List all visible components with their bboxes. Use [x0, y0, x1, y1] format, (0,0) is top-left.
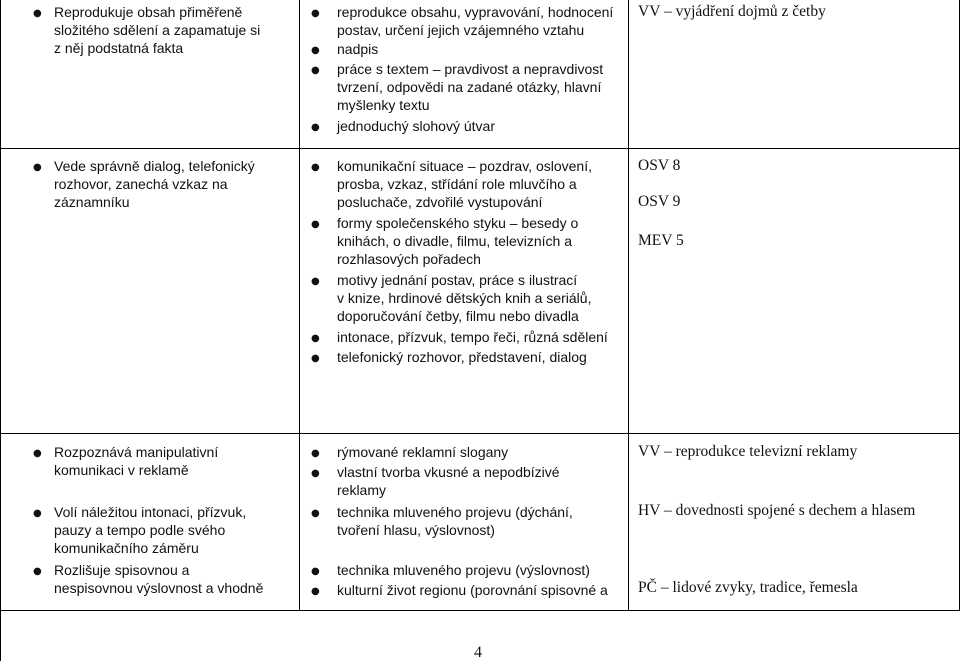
topic-line: v knize, hrdinové dětských knih a seriálů,: [337, 290, 592, 306]
topic-line: myšlenky textu: [337, 97, 430, 113]
topic-line: nadpis: [337, 41, 379, 57]
note-line: MEV 5: [638, 232, 684, 249]
topic-line: knihách, o divadle, filmu, televizních a: [337, 233, 573, 249]
bullet: ●: [311, 586, 320, 597]
outcome-line: komunikaci v reklamě: [54, 462, 189, 478]
bullet: ●: [33, 162, 42, 173]
outcome-line: Reprodukuje obsah přiměřeně: [54, 4, 243, 20]
bullet: ●: [33, 448, 42, 459]
grid-line-row2: [0, 433, 960, 434]
topic-line: reklamy: [337, 482, 387, 498]
topic-line: prosba, vzkaz, střídání role mluvčího a: [337, 176, 577, 192]
bullet: ●: [311, 45, 320, 56]
topic-line: rozhlasových pořadech: [337, 251, 481, 267]
topic-line: postav, určení jejich vzájemného vztahu: [337, 22, 585, 38]
note-line: OSV 8: [638, 157, 681, 174]
topic-line: komunikační situace – pozdrav, oslovení,: [337, 158, 592, 174]
bullet: ●: [311, 219, 320, 230]
topic-line: práce s textem – pravdivost a nepravdivost: [337, 61, 604, 77]
outcome-line: Volí náležitou intonaci, přízvuk,: [54, 504, 247, 520]
topic-line: formy společenského styku – besedy o: [337, 215, 579, 231]
bullet: ●: [311, 353, 320, 364]
topic-line: posluchače, zdvořilé vystupování: [337, 194, 543, 210]
topic-line: intonace, přízvuk, tempo řeči, různá sdělení: [337, 329, 608, 345]
bullet: ●: [311, 508, 320, 519]
page-number: 4: [474, 644, 482, 661]
outcome-line: Rozlišuje spisovnou a: [54, 562, 190, 578]
bullet: ●: [311, 276, 320, 287]
bullet: ●: [311, 448, 320, 459]
grid-line-row1: [0, 148, 960, 149]
bullet: ●: [33, 566, 42, 577]
bullet: ●: [311, 65, 320, 76]
note-line: PČ – lidové zvyky, tradice, řemesla: [638, 579, 858, 596]
topic-line: technika mluveného projevu (výslovnost): [337, 562, 590, 578]
topic-line: technika mluveného projevu (dýchání,: [337, 504, 573, 520]
note-line: OSV 9: [638, 193, 681, 210]
outcome-line: komunikačního záměru: [54, 540, 199, 556]
grid-line-col1: [299, 0, 300, 611]
topic-line: doporučování četby, filmu nebo divadla: [337, 308, 579, 324]
topic-line: tvoření hlasu, výslovnost): [337, 522, 495, 538]
bullet: ●: [33, 508, 42, 519]
topic-line: reprodukce obsahu, vypravování, hodnocení: [337, 4, 614, 20]
note-line: VV – vyjádření dojmů z četby: [638, 3, 826, 20]
grid-line-bottom: [0, 610, 960, 611]
bullet: ●: [311, 162, 320, 173]
outcome-line: složitého sdělení a zapamatuje si: [54, 22, 261, 38]
topic-line: jednoduchý slohový útvar: [337, 118, 495, 134]
topic-line: tvrzení, odpovědi na zadané otázky, hlavní: [337, 79, 602, 95]
outcome-line: Rozpoznává manipulativní: [54, 444, 219, 460]
outcome-line: Vede správně dialog, telefonický: [54, 158, 255, 174]
outcome-line: pauzy a tempo podle svého: [54, 522, 226, 538]
topic-line: motivy jednání postav, práce s ilustrací: [337, 272, 578, 288]
grid-line-left: [0, 0, 1, 661]
bullet: ●: [33, 8, 42, 19]
outcome-line: nespisovnou výslovnost a vhodně: [54, 580, 264, 596]
outcome-line: záznamníku: [54, 194, 130, 210]
topic-line: kulturní život regionu (porovnání spisovné a: [337, 582, 608, 598]
bullet: ●: [311, 333, 320, 344]
topic-line: vlastní tvorba vkusné a nepodbízivé: [337, 464, 560, 480]
outcome-line: z něj podstatná fakta: [54, 40, 184, 56]
bullet: ●: [311, 468, 320, 479]
note-line: HV – dovednosti spojené s dechem a hlasem: [638, 502, 916, 519]
grid-line-col2: [628, 0, 629, 611]
bullet: ●: [311, 566, 320, 577]
bullet: ●: [311, 8, 320, 19]
topic-line: telefonický rozhovor, představení, dialog: [337, 349, 587, 365]
bullet: ●: [311, 122, 320, 133]
outcome-line: rozhovor, zanechá vzkaz na: [54, 176, 228, 192]
topic-line: rýmované reklamní slogany: [337, 444, 509, 460]
note-line: VV – reprodukce televizní reklamy: [638, 443, 858, 460]
